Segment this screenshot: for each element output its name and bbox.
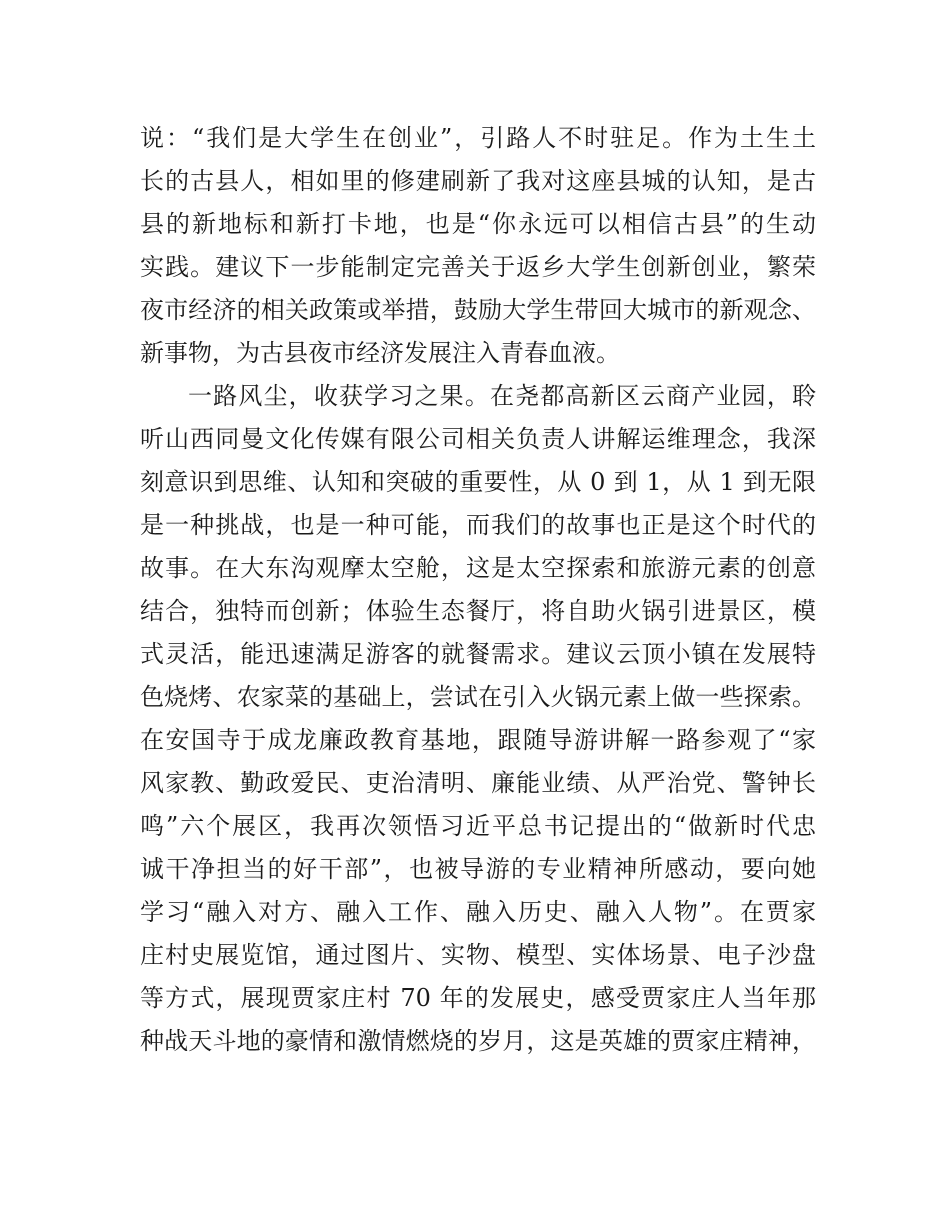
text-line: 诚干净担当的好干部”，也被导游的专业精神所感动，要向她 — [140, 855, 816, 883]
text-line: 在安国寺于成龙廉政教育基地，跟随导游讲解一路参观了“家 — [140, 726, 816, 754]
text-line: 长的古县人，相如里的修建刷新了我对这座县城的认知，是古 — [140, 167, 816, 195]
text-line: 鸣”六个展区，我再次领悟习近平总书记提出的“做新时代忠 — [140, 812, 816, 840]
text-line: 一路风尘，收获学习之果。在尧都高新区云商产业园，聆 — [188, 382, 816, 410]
text-line: 庄村史展览馆，通过图片、实物、模型、实体场景、电子沙盘 — [140, 941, 816, 969]
text-line: 县的新地标和新打卡地，也是“你永远可以相信古县”的生动 — [140, 210, 816, 238]
text-line: 夜市经济的相关政策或举措，鼓励大学生带回大城市的新观念、 — [140, 296, 816, 324]
text-line: 学习“融入对方、融入工作、融入历史、融入人物”。在贾家 — [140, 898, 816, 926]
text-line: 说：“我们是大学生在创业”，引路人不时驻足。作为土生土 — [140, 124, 816, 152]
text-line: 听山西同曼文化传媒有限公司相关负责人讲解运维理念，我深 — [140, 425, 816, 453]
text-line: 是一种挑战，也是一种可能，而我们的故事也正是这个时代的 — [140, 511, 816, 539]
text-line: 新事物，为古县夜市经济发展注入青春血液。 — [140, 339, 620, 367]
text-line: 等方式，展现贾家庄村 70 年的发展史，感受贾家庄人当年那 — [140, 984, 816, 1012]
text-line: 色烧烤、农家菜的基础上，尝试在引入火锅元素上做一些探索。 — [140, 683, 816, 711]
text-line: 故事。在大东沟观摩太空舱，这是太空探索和旅游元素的创意 — [140, 554, 816, 582]
paragraph — [140, 375, 816, 1063]
text-line: 种战天斗地的豪情和激情燃烧的岁月，这是英雄的贾家庄精神， — [140, 1027, 816, 1055]
text-line: 刻意识到思维、认知和突破的重要性，从 0 到 1，从 1 到无限 — [140, 468, 816, 496]
text-line: 实践。建议下一步能制定完善关于返乡大学生创新创业，繁荣 — [140, 253, 816, 281]
text-line: 风家教、勤政爱民、吏治清明、廉能业绩、从严治党、警钟长 — [140, 769, 816, 797]
text-line: 结合，独特而创新；体验生态餐厅，将自助火锅引进景区，模 — [140, 597, 816, 625]
text-line: 式灵活，能迅速满足游客的就餐需求。建议云顶小镇在发展特 — [140, 640, 816, 668]
paragraph — [140, 117, 816, 375]
body-text — [140, 117, 816, 1063]
